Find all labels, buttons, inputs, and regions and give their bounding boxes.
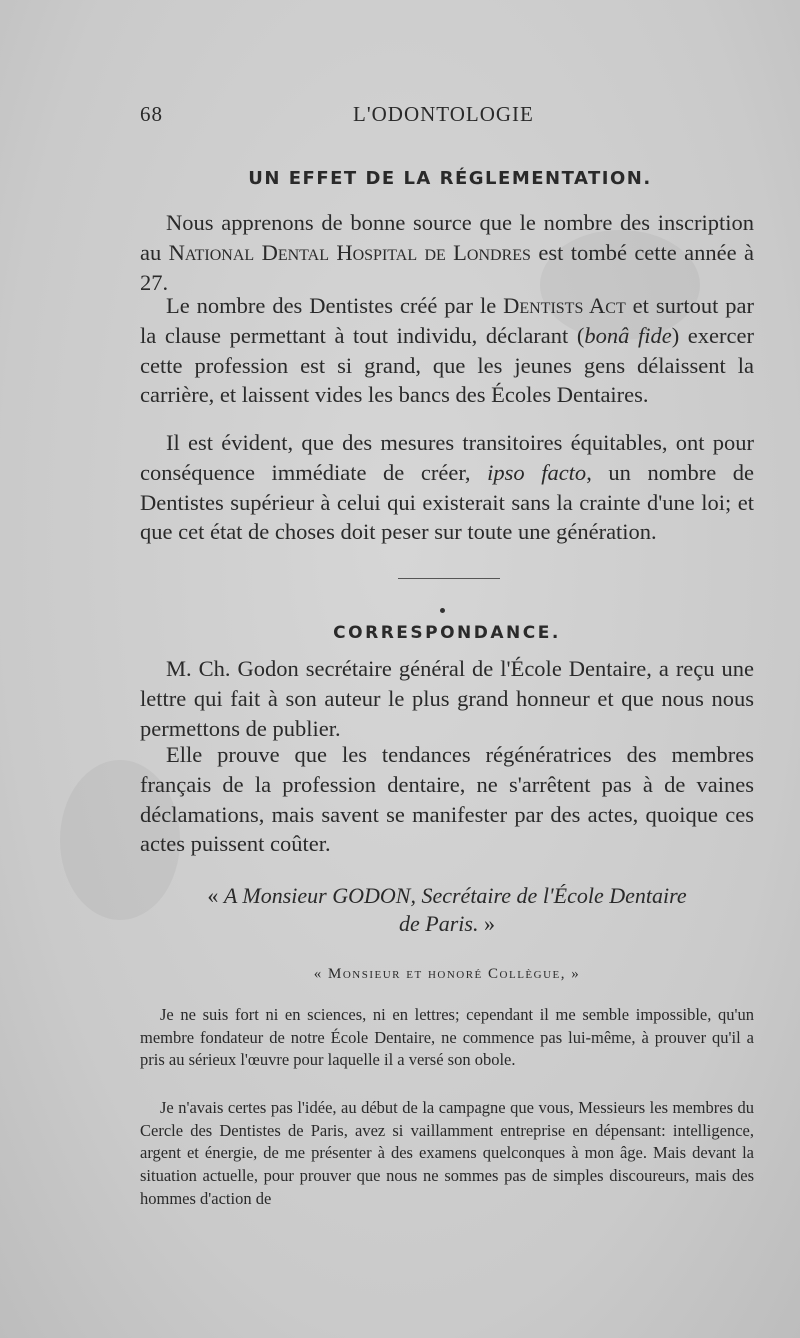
- paragraph: M. Ch. Godon secrétaire général de l'École Dentaire, a reçu une lettre qui fait à son auteur le plus grand honneur et que nous nous permettons de publier.: [140, 656, 754, 741]
- letter-salutation: « Monsieur et honoré Collègue, »: [313, 966, 581, 982]
- text: Nous apprenons de bonne source que le nombre des inscription au: [140, 210, 754, 265]
- section-title-reglementation: UN EFFET DE LA RÉGLEMENTATION.: [248, 168, 652, 189]
- small-caps-text: National Dental Hospital de Londres: [168, 239, 531, 265]
- text: est tombé cette année à 27.: [140, 239, 754, 295]
- text: , un nombre de Dentistes supérieur à celui qui existerait sans la crainte d'une loi; et que cet état de choses doit peser sur toute une génération.: [140, 459, 755, 545]
- ornament-dot: [440, 608, 445, 613]
- text: »: [478, 911, 495, 936]
- paragraph: Elle prouve que les tendances régénératrices des membres français de la profession dentaire, ne s'arrêtent pas à de vaines déclamations, mais savent se manifester par des actes, quoique ces actes puissent coûter.: [140, 742, 754, 857]
- text: et surtout par la clause permettant à tout individu, déclarant (: [140, 293, 755, 348]
- paragraph: [140, 291, 754, 410]
- page-header: [140, 102, 760, 132]
- letter-paragraph: Je n'avais certes pas l'idée, au début de la campagne que vous, Messieurs les membres du Cercle des Dentistes de Paris, avez si vaillamment entreprise en dépensant: intelligence, argent et énergie, de me présenter à des examens quelconques à mon âge. Mais devant la situation actuelle, pour prouver que nous ne sommes pas de simples discoureurs, mais des hommes d'action de: [140, 1098, 754, 1208]
- small-caps-text: Dentists Act: [503, 293, 626, 318]
- paragraph: [140, 428, 754, 547]
- text: ) exercer cette profession est si grand, que les jeunes gens délaissent la carrière, et laissent vides les bancs des Écoles Dentaires.: [140, 322, 754, 408]
- italic-text: A Monsieur GODON, Secrétaire de l'École Dentaire: [223, 883, 687, 908]
- section-title-correspondance: CORRESPONDANCE.: [333, 623, 561, 643]
- text: Il est évident, que des mesures transitoires équitables, ont pour conséquence immédiate de créer,: [140, 430, 754, 485]
- text: «: [207, 883, 224, 908]
- italic-text: ipso facto: [487, 459, 587, 485]
- letter-paragraph: Je ne suis fort ni en sciences, ni en lettres; cependant il me semble impossible, qu'un membre fondateur de notre École Dentaire, ne commence pas lui-même, à prouver qu'il a pris au sérieux l'œuvre pour laquelle il a versé son obole.: [140, 1005, 754, 1070]
- text: Le nombre des Dentistes créé par le: [166, 293, 504, 318]
- letter-address: [140, 882, 754, 938]
- paragraph: [140, 208, 754, 297]
- section-divider: [398, 578, 500, 579]
- italic-text: bonâ fide: [584, 322, 672, 348]
- page-number: 68: [140, 102, 163, 126]
- italic-text: de Paris.: [399, 911, 479, 936]
- running-head: L'ODONTOLOGIE: [353, 102, 534, 126]
